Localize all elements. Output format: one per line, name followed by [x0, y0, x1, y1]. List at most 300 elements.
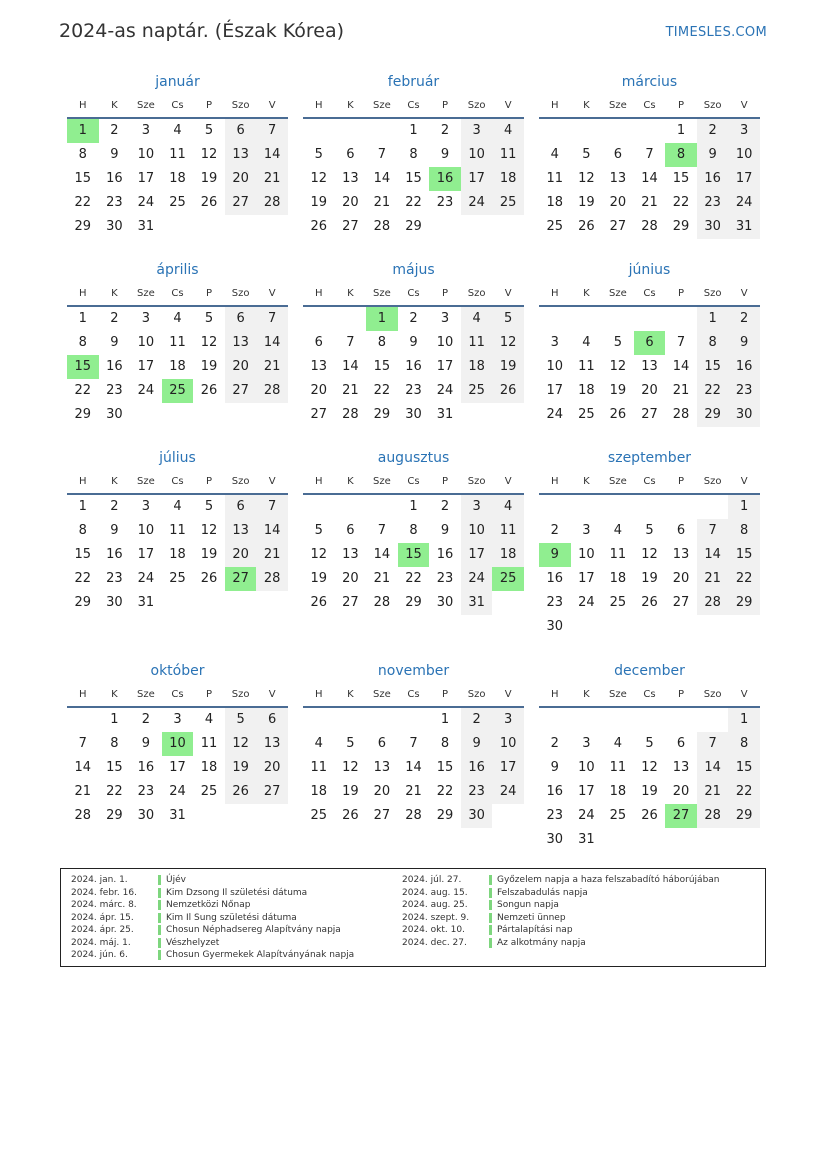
- day-cell: 25: [200, 784, 218, 799]
- week-row: [303, 379, 524, 403]
- holiday-row: [392, 912, 720, 925]
- week-row: [539, 191, 760, 215]
- day-cell: 14: [342, 359, 359, 374]
- weekday-label: K: [583, 688, 590, 700]
- day-cell: 22: [672, 195, 690, 210]
- day-cell: 13: [342, 547, 359, 562]
- weekday-header: [539, 93, 760, 119]
- site-brand-link[interactable]: TIMESLES.COM: [665, 25, 767, 40]
- day-cell: 17: [169, 760, 186, 775]
- empty-day-cell: [634, 615, 666, 639]
- day-cell: 10: [436, 335, 454, 350]
- weekday-label: V: [504, 99, 512, 111]
- day-cell: 31: [436, 407, 454, 422]
- weekday-header: [303, 469, 524, 495]
- day-cell: 19: [310, 571, 328, 586]
- day-cell: 13: [256, 732, 288, 756]
- empty-day-cell: [571, 119, 603, 143]
- holiday-marker: [158, 925, 161, 935]
- weekday-label: H: [79, 688, 87, 700]
- week-row: [303, 495, 524, 519]
- day-cell: 14: [697, 543, 729, 567]
- week-row: [539, 403, 760, 427]
- day-cell: 29: [74, 595, 92, 610]
- day-cell: 28: [373, 595, 391, 610]
- day-cell: 3: [461, 119, 493, 143]
- week-row: [67, 804, 288, 828]
- empty-day-cell: [492, 591, 524, 615]
- day-cell: 2: [550, 736, 559, 751]
- day-cell: 22: [405, 571, 422, 586]
- day-cell: 20: [672, 784, 690, 799]
- month-name: március: [621, 74, 678, 90]
- holiday-marker: [489, 925, 492, 935]
- week-row: [539, 756, 760, 780]
- empty-day-cell: [602, 828, 634, 852]
- day-cell: 10: [137, 523, 155, 538]
- day-cell: 28: [256, 191, 288, 215]
- weekday-label: K: [111, 287, 118, 299]
- day-cell: 2: [728, 307, 760, 331]
- day-cell: 21: [373, 571, 391, 586]
- day-cell: 8: [440, 736, 450, 751]
- day-cell: 4: [613, 736, 623, 751]
- empty-day-cell: [571, 495, 603, 519]
- day-cell: 27: [672, 595, 690, 610]
- day-cell: 19: [641, 571, 658, 586]
- day-cell: 13: [641, 359, 658, 374]
- week-row: [539, 119, 760, 143]
- day-cell: 16: [106, 547, 123, 562]
- day-cell: 18: [200, 760, 218, 775]
- weekday-label: Szo: [231, 688, 250, 700]
- holiday-date: 2024. aug. 25.: [402, 900, 468, 910]
- day-cell: 21: [74, 784, 92, 799]
- weekday-label: Sze: [373, 99, 391, 111]
- holiday-marker: [489, 900, 492, 910]
- day-cell: 15: [728, 756, 760, 780]
- day-cell: 10: [461, 143, 493, 167]
- day-cell: 14: [74, 760, 92, 775]
- holiday-date: 2024. máj. 1.: [71, 937, 131, 948]
- day-cell: 16: [728, 355, 760, 379]
- empty-day-cell: [193, 591, 225, 615]
- day-cell: 22: [373, 383, 391, 398]
- day-cell: 27: [342, 219, 359, 234]
- day-cell: 7: [645, 147, 654, 162]
- week-row: [539, 379, 760, 403]
- day-cell: 6: [256, 708, 288, 732]
- week-row: [303, 355, 524, 379]
- day-cell: 17: [137, 171, 155, 186]
- day-cell: 25: [546, 219, 564, 234]
- day-cell: 11: [461, 331, 493, 355]
- empty-day-cell: [256, 403, 288, 427]
- holiday-row: [61, 924, 354, 937]
- day-cell: 6: [225, 119, 257, 143]
- day-cell: 5: [346, 736, 355, 751]
- empty-day-cell: [728, 828, 760, 852]
- day-cell: 12: [609, 359, 627, 374]
- empty-day-cell: [571, 615, 603, 639]
- day-cell: 11: [546, 171, 564, 186]
- day-cell: 14: [373, 547, 391, 562]
- empty-day-cell: [398, 708, 430, 732]
- week-row: [67, 708, 288, 732]
- weekday-label: Cs: [643, 475, 656, 487]
- day-cell: 7: [377, 147, 387, 162]
- day-cell: 20: [373, 784, 391, 799]
- weekday-label: V: [504, 688, 512, 700]
- week-row: [539, 543, 760, 567]
- day-cell: 23: [461, 780, 493, 804]
- day-cell: 3: [492, 708, 524, 732]
- empty-day-cell: [602, 119, 634, 143]
- day-cell: 18: [609, 784, 627, 799]
- day-cell: 19: [200, 359, 218, 374]
- empty-day-cell: [429, 215, 461, 239]
- day-cell: 3: [550, 335, 559, 350]
- day-cell: 17: [728, 167, 760, 191]
- day-cell: 21: [405, 784, 422, 799]
- week-row: [303, 191, 524, 215]
- empty-day-cell: [634, 828, 666, 852]
- day-cell: 19: [641, 784, 658, 799]
- day-cell: 29: [728, 591, 760, 615]
- day-cell: 4: [173, 499, 182, 514]
- day-cell: 4: [314, 736, 323, 751]
- month-6: [67, 448, 288, 615]
- holiday-name: Songun napja: [497, 900, 559, 910]
- weekday-label: Szo: [467, 287, 486, 299]
- empty-day-cell: [492, 804, 524, 828]
- day-cell: 20: [225, 355, 257, 379]
- day-cell: 10: [546, 359, 564, 374]
- weekday-label: P: [206, 688, 213, 700]
- day-cell: 7: [78, 736, 87, 751]
- day-cell: 3: [461, 495, 493, 519]
- day-cell: 26: [310, 595, 328, 610]
- day-cell: 12: [578, 171, 595, 186]
- week-row: [67, 519, 288, 543]
- holiday-name: Chosun Néphadsereg Alapítvány napja: [166, 925, 341, 935]
- weekday-label: H: [79, 287, 87, 299]
- week-row: [303, 519, 524, 543]
- day-cell: 8: [78, 335, 87, 350]
- day-cell: 20: [256, 756, 288, 780]
- day-cell: 11: [578, 359, 595, 374]
- day-cell: 7: [377, 523, 387, 538]
- weekday-header: [67, 682, 288, 708]
- empty-day-cell: [602, 307, 634, 331]
- day-cell: 9: [110, 335, 119, 350]
- day-cell: 17: [461, 167, 493, 191]
- day-cell: 24: [578, 595, 595, 610]
- weekday-label: H: [551, 475, 559, 487]
- day-cell: 18: [169, 547, 186, 562]
- week-row: [67, 355, 288, 379]
- day-cell: 29: [405, 595, 422, 610]
- week-row: [67, 403, 288, 427]
- day-cell: 1: [78, 499, 87, 514]
- month-7: [303, 448, 524, 615]
- weekday-label: P: [206, 99, 213, 111]
- day-cell: 18: [578, 383, 595, 398]
- month-name: december: [614, 663, 685, 679]
- day-cell: 4: [582, 335, 591, 350]
- day-cell: 30: [106, 219, 123, 234]
- week-row: [539, 591, 760, 615]
- day-cell: 3: [440, 311, 450, 326]
- empty-day-cell: [634, 495, 666, 519]
- weekday-label: Cs: [171, 688, 184, 700]
- day-cell: 3: [141, 311, 151, 326]
- day-cell: 28: [697, 804, 729, 828]
- day-cell: 14: [256, 331, 288, 355]
- weekday-label: Szo: [231, 99, 250, 111]
- holiday-date: 2024. jan. 1.: [71, 875, 128, 885]
- holiday-name: Nemzetközi Nőnap: [166, 900, 251, 910]
- weekday-label: H: [315, 475, 323, 487]
- weekday-label: Szo: [231, 287, 250, 299]
- holiday-day-cell: 27: [665, 804, 697, 828]
- weekday-label: H: [79, 475, 87, 487]
- week-row: [67, 307, 288, 331]
- week-row: [539, 708, 760, 732]
- holiday-date: 2024. szept. 9.: [402, 912, 470, 923]
- empty-day-cell: [303, 495, 335, 519]
- day-cell: 4: [492, 495, 524, 519]
- weekday-label: Cs: [407, 475, 420, 487]
- day-cell: 25: [310, 808, 328, 823]
- day-cell: 23: [728, 379, 760, 403]
- day-cell: 24: [461, 191, 493, 215]
- day-cell: 23: [436, 571, 454, 586]
- day-cell: 2: [697, 119, 729, 143]
- day-cell: 16: [546, 784, 564, 799]
- empty-day-cell: [697, 495, 729, 519]
- weekday-label: Cs: [171, 475, 184, 487]
- empty-day-cell: [634, 119, 666, 143]
- day-cell: 23: [106, 571, 123, 586]
- day-cell: 2: [110, 123, 119, 138]
- month-name: május: [392, 262, 435, 278]
- weekday-label: V: [504, 475, 512, 487]
- empty-day-cell: [256, 215, 288, 239]
- week-row: [539, 495, 760, 519]
- day-cell: 11: [169, 523, 186, 538]
- week-row: [67, 119, 288, 143]
- day-cell: 17: [546, 383, 564, 398]
- day-cell: 14: [256, 143, 288, 167]
- day-cell: 12: [641, 547, 658, 562]
- day-cell: 20: [342, 195, 359, 210]
- holiday-row: [392, 924, 720, 937]
- holiday-list-right: [392, 874, 720, 949]
- day-cell: 4: [173, 311, 182, 326]
- holiday-day-cell: 25: [492, 567, 524, 591]
- week-row: [539, 828, 760, 852]
- day-cell: 17: [461, 543, 493, 567]
- day-cell: 18: [609, 571, 627, 586]
- weekday-label: Szo: [231, 475, 250, 487]
- day-cell: 7: [256, 495, 288, 519]
- day-cell: 12: [310, 547, 328, 562]
- weekday-label: Cs: [643, 287, 656, 299]
- day-cell: 28: [405, 808, 422, 823]
- day-cell: 30: [461, 804, 493, 828]
- day-cell: 13: [225, 519, 257, 543]
- holiday-row: [392, 887, 720, 900]
- weekday-label: V: [740, 475, 748, 487]
- week-row: [303, 143, 524, 167]
- day-cell: 5: [204, 311, 214, 326]
- day-cell: 30: [546, 619, 564, 634]
- day-cell: 26: [342, 808, 359, 823]
- day-cell: 18: [310, 784, 328, 799]
- day-cell: 28: [697, 591, 729, 615]
- month-11: [539, 661, 760, 852]
- weekday-label: K: [583, 99, 590, 111]
- day-cell: 1: [440, 712, 450, 727]
- empty-day-cell: [602, 615, 634, 639]
- week-row: [67, 379, 288, 403]
- weekday-label: K: [347, 99, 354, 111]
- day-cell: 22: [436, 784, 454, 799]
- day-cell: 24: [546, 407, 564, 422]
- day-cell: 25: [609, 808, 627, 823]
- day-cell: 24: [728, 191, 760, 215]
- day-cell: 24: [578, 808, 595, 823]
- day-cell: 29: [74, 407, 92, 422]
- day-cell: 5: [645, 736, 654, 751]
- week-row: [539, 780, 760, 804]
- day-cell: 24: [137, 383, 155, 398]
- day-cell: 14: [373, 171, 391, 186]
- day-cell: 20: [310, 383, 328, 398]
- day-cell: 27: [342, 595, 359, 610]
- day-cell: 9: [697, 143, 729, 167]
- day-cell: 2: [141, 712, 151, 727]
- day-cell: 28: [74, 808, 92, 823]
- weekday-header: [539, 469, 760, 495]
- holiday-marker: [158, 938, 161, 948]
- week-row: [303, 543, 524, 567]
- day-cell: 15: [106, 760, 123, 775]
- day-cell: 18: [461, 355, 493, 379]
- empty-day-cell: [634, 708, 666, 732]
- holiday-row: [392, 899, 720, 912]
- empty-day-cell: [303, 307, 335, 331]
- day-cell: 19: [225, 756, 257, 780]
- day-cell: 2: [440, 123, 450, 138]
- empty-day-cell: [539, 495, 571, 519]
- weekday-label: P: [678, 99, 685, 111]
- weekday-label: P: [206, 287, 213, 299]
- day-cell: 25: [169, 195, 186, 210]
- day-cell: 24: [137, 571, 155, 586]
- day-cell: 13: [609, 171, 627, 186]
- week-row: [67, 591, 288, 615]
- day-cell: 31: [137, 595, 155, 610]
- empty-day-cell: [256, 591, 288, 615]
- empty-day-cell: [461, 403, 493, 427]
- weekday-label: P: [442, 475, 449, 487]
- day-cell: 8: [409, 147, 418, 162]
- day-cell: 11: [169, 335, 186, 350]
- holiday-list: [60, 868, 766, 967]
- holiday-name: Felszabadulás napja: [497, 887, 588, 898]
- weekday-label: K: [111, 99, 118, 111]
- day-cell: 23: [106, 383, 123, 398]
- day-cell: 12: [342, 760, 359, 775]
- weekday-label: Sze: [137, 287, 155, 299]
- day-cell: 30: [728, 403, 760, 427]
- day-cell: 12: [200, 147, 218, 162]
- holiday-name: Győzelem napja a haza felszabadító háborújában: [497, 875, 720, 885]
- day-cell: 26: [578, 219, 595, 234]
- day-cell: 15: [728, 543, 760, 567]
- empty-day-cell: [130, 403, 162, 427]
- day-cell: 14: [672, 359, 690, 374]
- weekday-label: Cs: [171, 287, 184, 299]
- weekday-label: V: [268, 688, 276, 700]
- day-cell: 13: [342, 171, 359, 186]
- holiday-row: [392, 937, 720, 950]
- day-cell: 12: [641, 760, 658, 775]
- day-cell: 11: [609, 760, 627, 775]
- weekday-label: Sze: [137, 688, 155, 700]
- empty-day-cell: [335, 119, 367, 143]
- day-cell: 23: [106, 195, 123, 210]
- day-cell: 2: [550, 523, 559, 538]
- holiday-day-cell: 15: [67, 355, 99, 379]
- weekday-label: Szo: [467, 99, 486, 111]
- day-cell: 6: [346, 147, 355, 162]
- day-cell: 20: [641, 383, 658, 398]
- holiday-date: 2024. júl. 27.: [402, 875, 462, 885]
- empty-day-cell: [193, 215, 225, 239]
- day-cell: 1: [78, 311, 87, 326]
- empty-day-cell: [602, 708, 634, 732]
- day-cell: 29: [672, 219, 690, 234]
- day-cell: 26: [225, 780, 257, 804]
- empty-day-cell: [225, 591, 257, 615]
- day-cell: 2: [110, 499, 119, 514]
- day-cell: 28: [342, 407, 359, 422]
- week-row: [303, 708, 524, 732]
- holiday-date: 2024. jún. 6.: [71, 950, 128, 960]
- day-cell: 25: [609, 595, 627, 610]
- day-cell: 7: [346, 335, 355, 350]
- day-cell: 17: [578, 784, 595, 799]
- weekday-label: Sze: [137, 99, 155, 111]
- day-cell: 26: [200, 195, 218, 210]
- month-name: április: [156, 262, 199, 278]
- day-cell: 18: [169, 171, 186, 186]
- day-cell: 16: [436, 547, 454, 562]
- page-title: 2024-as naptár. (Észak Kórea): [59, 20, 345, 42]
- day-cell: 13: [672, 760, 690, 775]
- day-cell: 22: [728, 567, 760, 591]
- month-name: június: [628, 262, 671, 278]
- day-cell: 6: [225, 307, 257, 331]
- day-cell: 25: [461, 379, 493, 403]
- day-cell: 2: [110, 311, 119, 326]
- day-cell: 13: [225, 143, 257, 167]
- month-name: szeptember: [607, 450, 692, 466]
- weekday-label: K: [347, 475, 354, 487]
